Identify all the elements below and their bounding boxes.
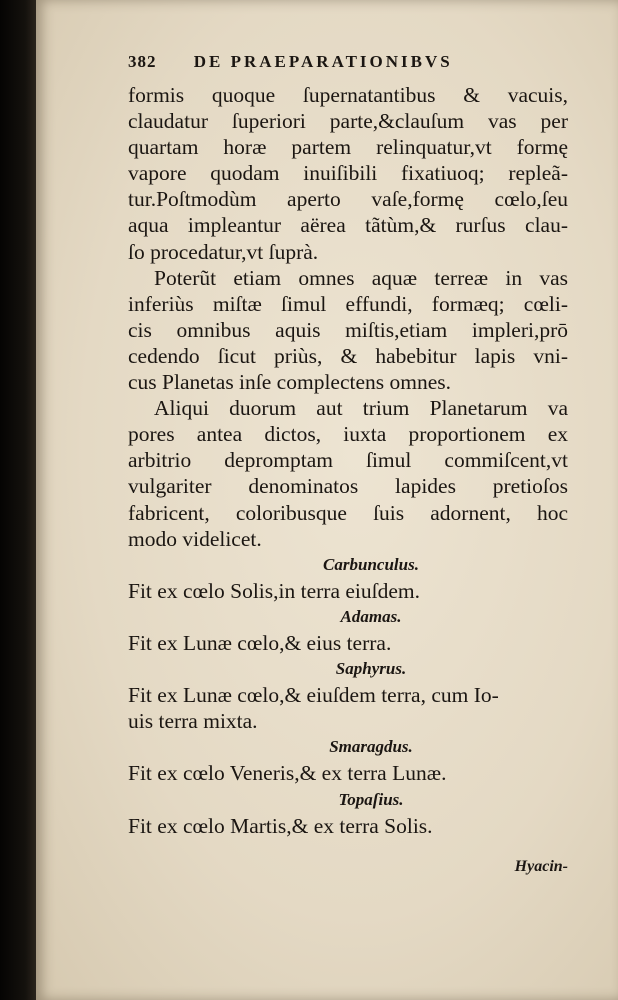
text-line: fabricent, coloribusque ſuis adornent, hoc	[128, 500, 568, 525]
text-line: vulgariter denominatos lapides pretioſos	[128, 474, 568, 499]
text-line: Poterũt etiam omnes aquæ terreæ in vas	[154, 265, 568, 290]
text-line: quartam horæ partem relinquatur,vt formę	[128, 135, 568, 160]
text-line: tur.Poſtmodùm aperto vaſe,formę cœlo,ſeu	[128, 187, 568, 212]
paragraph-1	[128, 82, 568, 265]
stone-entry-carbunculus	[128, 552, 568, 604]
text-line: modo videlicet.	[128, 526, 262, 551]
stone-entry-topasius	[128, 787, 568, 839]
stone-heading: Saphyrus.	[335, 659, 407, 679]
book-page	[36, 0, 618, 1000]
stone-heading: Smaragdus.	[329, 737, 413, 757]
text-line: formis quoque ſupernatantibus & vacuis,	[128, 83, 568, 107]
stone-recipe-line: Fit ex cœlo Veneris,& ex terra Lunæ.	[128, 761, 447, 786]
text-line: cis omnibus aquis miſtis,etiam impleri,prō	[128, 317, 568, 342]
stone-heading: Carbunculus.	[323, 554, 419, 574]
stone-entry-adamas	[128, 604, 568, 656]
text-line: arbitrio depromptam ſimul commiſcent,vt	[128, 448, 568, 473]
text-line: vapore quodam inuiſibili fixatiuoq; repleã-	[128, 161, 568, 186]
stone-recipe-line: uis terra mixta.	[128, 709, 258, 734]
text-line: ſo procedatur,vt ſuprà.	[128, 239, 319, 264]
text-line: Aliqui duorum aut trium Planetarum va	[154, 396, 568, 421]
text-line: cus Planetas inſe complectens omnes.	[128, 370, 452, 395]
page-number: 382	[128, 52, 157, 71]
stone-recipe-line: Fit ex Lunæ cœlo,& eiuſdem terra, cum Io-	[128, 683, 499, 708]
catchword: Hyacin-	[514, 858, 568, 875]
paragraph-3	[128, 395, 568, 552]
stone-recipe-line: Fit ex cœlo Martis,& ex terra Solis.	[128, 813, 433, 838]
text-line: pores antea dictos, iuxta proportionem ex	[128, 422, 568, 447]
stone-heading: Adamas.	[340, 606, 402, 626]
running-header	[128, 52, 558, 72]
text-line: cedendo ſicut priùs, & habebitur lapis vni-	[128, 343, 568, 368]
stone-recipe-line: Fit ex cœlo Solis,in terra eiuſdem.	[128, 578, 420, 603]
stone-entry-smaragdus	[128, 734, 568, 786]
text-line: inferiùs miſtæ ſimul effundi, formæq; cœli-	[128, 291, 568, 316]
running-title: DE PRAEPARATIONIBVS	[193, 52, 453, 71]
page-body	[128, 82, 568, 839]
stone-heading: Topaſius.	[338, 789, 404, 809]
paragraph-2	[128, 265, 568, 395]
book-spine-shadow	[0, 0, 36, 1000]
text-line: aqua impleantur aërea tãtùm,& rurſus clau-	[128, 213, 568, 238]
stone-recipe-line: Fit ex Lunæ cœlo,& eius terra.	[128, 630, 392, 655]
stone-entry-saphyrus	[128, 656, 568, 734]
text-line: claudatur ſuperiori parte,&clauſum vas per	[128, 109, 568, 134]
